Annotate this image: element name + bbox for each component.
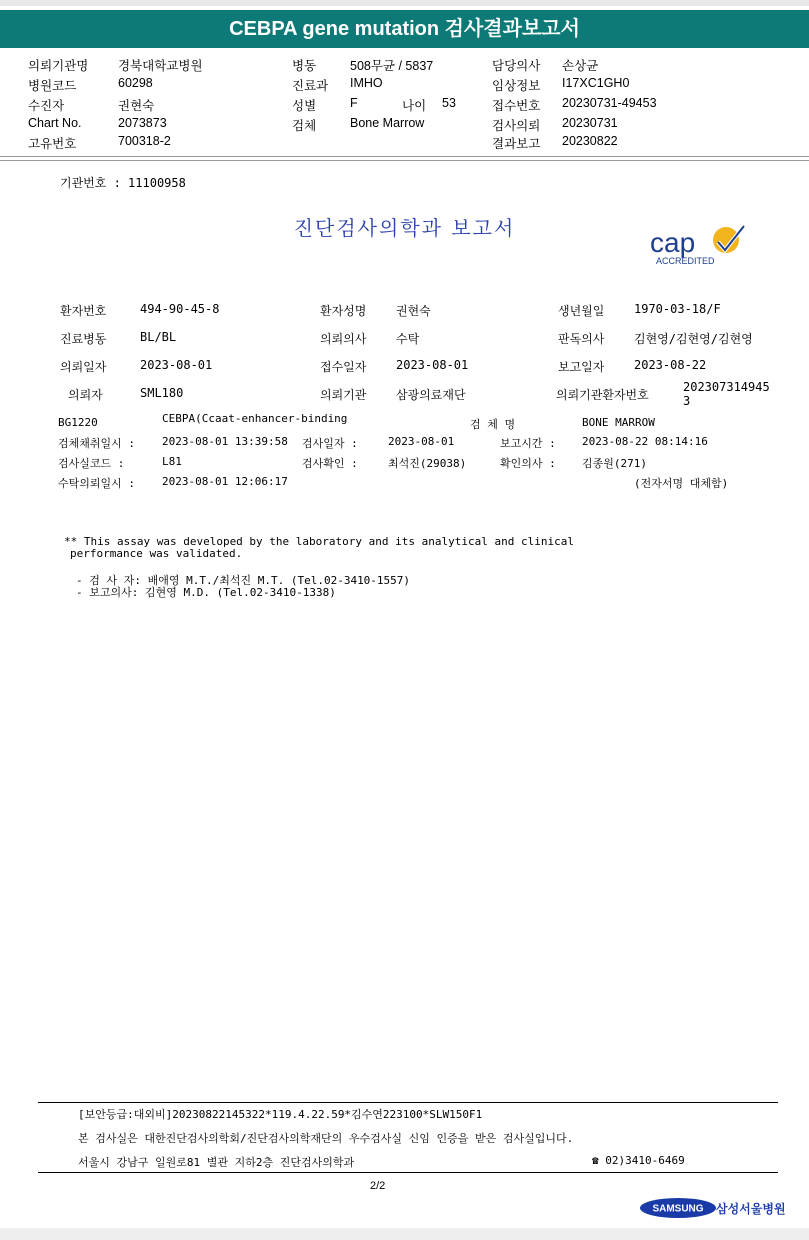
header-label: 결과보고 <box>492 137 541 151</box>
test-code: BG1220 <box>58 416 98 429</box>
header-label: Chart No. <box>28 116 82 130</box>
header-value: 20230731-49453 <box>562 96 657 110</box>
lab-address: 서울시 강남구 일원로81 별관 지하2층 진단검사의학과 <box>78 1156 355 1169</box>
header-label: 검사의뢰 <box>492 119 541 133</box>
test-date-value: 2023-08-01 <box>388 435 455 448</box>
test-date-label: 검사일자 : <box>302 437 358 450</box>
lab-phone: ☎ 02)3410-6469 <box>592 1154 685 1167</box>
patient-info-value: SML180 <box>140 386 184 400</box>
patient-info-value: 권현숙 <box>396 304 431 318</box>
header-label: 병동 <box>292 59 317 73</box>
report-time-value: 2023-08-22 08:14:16 <box>582 435 708 448</box>
patient-info-value: 수탁 <box>396 332 420 346</box>
consign-label: 수탁의뢰일시 : <box>58 477 136 490</box>
header-label: 접수번호 <box>492 99 541 113</box>
patient-info-value: 2023-08-22 <box>634 358 707 372</box>
patient-info-label: 생년월일 <box>558 304 605 318</box>
header-label: 의뢰기관명 <box>28 59 89 73</box>
patient-info-label: 환자성명 <box>320 304 367 318</box>
page-number: 2/2 <box>370 1180 386 1192</box>
report-time-label: 보고시간 : <box>500 437 556 450</box>
header-label: 진료과 <box>292 79 329 93</box>
header-label: 검체 <box>292 119 317 133</box>
header-value: F <box>350 96 358 110</box>
patient-info-value: 삼광의료재단 <box>396 388 466 402</box>
patient-info-value: 김현영/김현영/김현영 <box>634 332 753 346</box>
patient-info-label: 환자번호 <box>60 304 107 318</box>
header-value: 60298 <box>118 76 153 90</box>
staff-tester: - 검 사 자: 배애영 M.T./최석진 M.T. (Tel.02-3410-1557) <box>76 574 411 587</box>
lab-report-title: 진단검사의학과 보고서 <box>293 216 516 240</box>
confirm-doctor-label: 확인의사 : <box>500 457 556 470</box>
header-value: 손상균 <box>562 59 599 73</box>
test-confirm-label: 검사확인 : <box>302 457 358 470</box>
e-signature-note: (전자서명 대체함) <box>634 477 729 490</box>
header-label: 수진자 <box>28 99 65 113</box>
specimen-label: 검 체 명 <box>470 418 516 431</box>
ext-patient-no-wrap: 3 <box>683 394 691 408</box>
assay-note-2: performance was validated. <box>70 547 243 560</box>
consign-value: 2023-08-01 12:06:17 <box>162 475 288 488</box>
test-confirm-value: 최석진(29038) <box>388 457 467 470</box>
patient-info-value: 1970-03-18/F <box>634 302 721 316</box>
samsung-logo <box>640 1196 720 1220</box>
patient-info-label: 의뢰기관 <box>320 388 367 402</box>
footer-top-line <box>38 1102 778 1103</box>
header-value: 20230731 <box>562 116 618 130</box>
header-label: 병원코드 <box>28 79 77 93</box>
age-label: 나이 <box>402 99 427 113</box>
footer-bottom-line <box>38 1172 778 1173</box>
staff-reporter: - 보고의사: 김현영 M.D. (Tel.02-3410-1338) <box>76 586 336 599</box>
header-value: 20230822 <box>562 134 618 148</box>
patient-info-value: 494-90-45-8 <box>140 302 220 316</box>
specimen-value: BONE MARROW <box>582 416 655 429</box>
org-number: 기관번호 : 11100958 <box>60 176 186 190</box>
cap-accredited-logo <box>648 220 758 270</box>
header-value: IMHO <box>350 76 383 90</box>
lab-code-label: 검사실코드 : <box>58 457 125 470</box>
header-value: 2073873 <box>118 116 167 130</box>
patient-info-label: 접수일자 <box>320 360 367 374</box>
header-label: 임상정보 <box>492 79 541 93</box>
patient-info-value: 2023-08-01 <box>396 358 469 372</box>
header-value: 700318-2 <box>118 134 171 148</box>
patient-info-label: 보고일자 <box>558 360 605 374</box>
certification-note: 본 검사실은 대한진단검사의학회/진단검사의학재단의 우수검사실 신임 인증을 받은 검사실입니다. <box>78 1132 574 1145</box>
header-value: 경북대학교병원 <box>118 59 203 73</box>
confirm-doctor-value: 김종원(271) <box>582 457 647 470</box>
patient-info-label: 진료병동 <box>60 332 107 346</box>
header-divider <box>0 156 809 161</box>
header-label: 고유번호 <box>28 137 77 151</box>
cap-logo-text: cap <box>650 227 696 258</box>
header-label: 담당의사 <box>492 59 541 73</box>
header-value: 권현숙 <box>118 99 155 113</box>
security-line: [보안등급:대외비]20230822145322*119.4.22.59*김수연223100*SLW150F1 <box>78 1108 483 1121</box>
lab-code-value: L81 <box>162 455 182 468</box>
header-value: Bone Marrow <box>350 116 425 130</box>
patient-info-label: 판독의사 <box>558 332 605 346</box>
patient-info-label: 의뢰기관환자번호 <box>556 388 649 402</box>
patient-info-label: 의뢰의사 <box>320 332 367 346</box>
bottom-band <box>0 1228 809 1240</box>
assay-note-1: ** This assay was developed by the laboratory and its analytical and clinical <box>64 535 574 548</box>
patient-info-value: BL/BL <box>140 330 177 344</box>
patient-info-value: 2023-08-01 <box>140 358 213 372</box>
header-label: 성별 <box>292 99 317 113</box>
report-title-bar: CEBPA gene mutation 검사결과보고서 <box>0 10 809 48</box>
test-name: CEBPA(Ccaat-enhancer-binding <box>162 412 348 425</box>
collect-value: 2023-08-01 13:39:58 <box>162 435 288 448</box>
patient-info-value: 202307314945 <box>683 380 770 394</box>
patient-info-label: 의뢰자 <box>68 388 103 402</box>
header-value: I17XC1GH0 <box>562 76 630 90</box>
patient-info-label: 의뢰일자 <box>60 360 107 374</box>
collect-label: 검체채취일시 : <box>58 437 136 450</box>
samsung-logo-text: SAMSUNG <box>652 1203 704 1215</box>
cap-logo-sub: ACCREDITED <box>656 256 715 266</box>
hospital-name: 삼성서울병원 <box>716 1202 786 1216</box>
header-value: 508무균 / 5837 <box>350 59 434 73</box>
age-value: 53 <box>442 96 456 110</box>
